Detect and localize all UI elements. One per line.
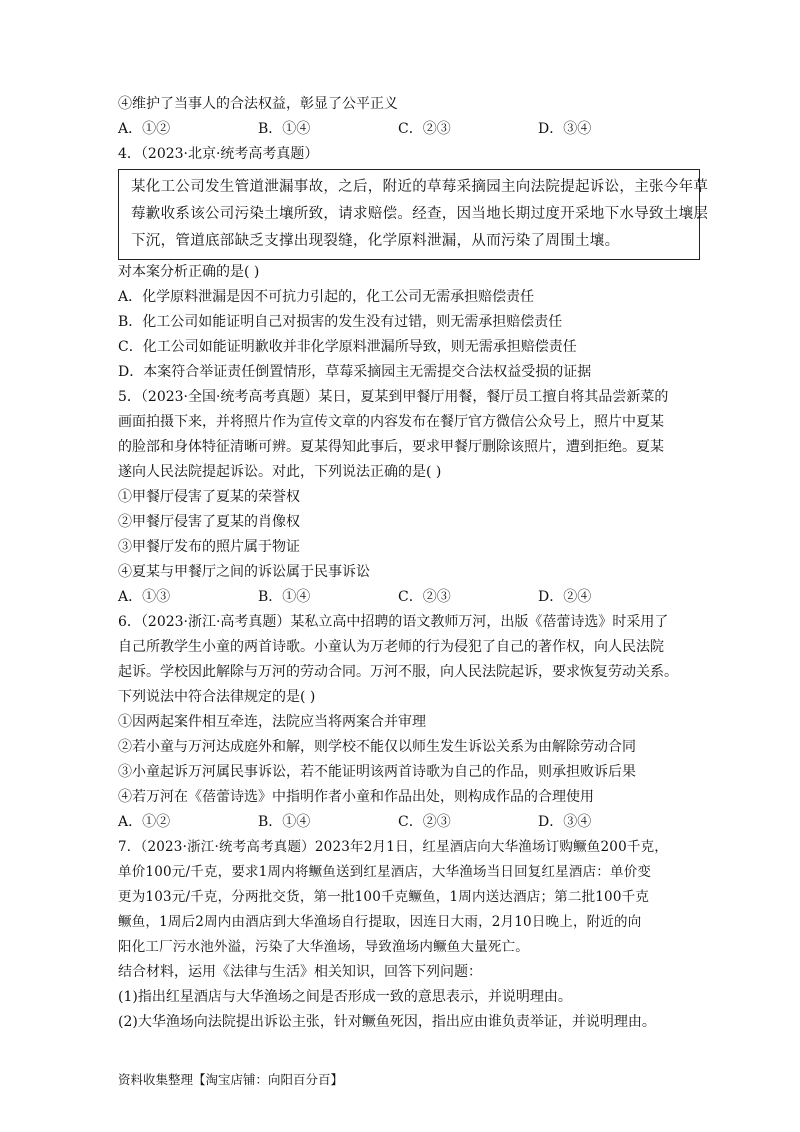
q6-text-line: 下列说法中符合法律规定的是( ) [118,689,316,705]
q4-header: 4．（2023·北京·统考高考真题） [118,146,319,162]
q5-statement-1: ①甲餐厅侵害了夏某的荣誉权 [118,489,300,505]
q5-text-line: 5．（2023·全国·统考高考真题）某日，夏某到甲餐厅用餐，餐厅员工擅自将其品尝新菜的 [118,389,669,405]
choice-a: A．①② [118,814,171,830]
choice-c: C．②③ [398,121,451,137]
q7-block [118,835,698,960]
q6-statement-1: ①因两起案件相互牵连，法院应当将两案合并审理 [118,714,426,730]
q4-material-line: 某化工公司发生管道泄漏事故，之后，附近的草莓采摘园主向法院提起诉讼，主张今年草 [131,179,709,195]
choice-c: C．②③ [398,589,451,605]
q7-subquestion-1: (1)指出红星酒店与大华渔场之间是否形成一致的意思表示，并说明理由。 [118,989,572,1005]
q7-text-line: 更为103元/千克，分两批交货，第一批100千克鳜鱼，1周内送达酒店；第二批100千克 [118,889,650,905]
choice-b: B．①④ [258,814,311,830]
q4-option-b: B．化工公司如能证明自己对损害的发生没有过错，则无需承担赔偿责任 [118,314,563,330]
q5-text-line: 的脸部和身体特征清晰可辨。夏某得知此事后，要求甲餐厅删除该照片，遭到拒绝。夏某 [118,439,664,455]
choice-b: B．①④ [258,589,311,605]
q4-option-d: D．本案符合举证责任倒置情形，草莓采摘园主无需提交合法权益受损的证据 [118,364,592,380]
q4-material-box [118,169,709,260]
choice-a: A．①③ [118,589,171,605]
prev-question-choices [118,117,698,142]
q4-stem: 对本案分析正确的是( ) [118,264,260,280]
q5-statement-3: ③甲餐厅发布的照片属于物证 [118,539,300,555]
q6-text-line: 起诉。学校因此解除与万河的劳动合同。万河不服，向人民法院起诉，要求恢复劳动关系。 [118,664,678,680]
document-page [118,92,709,1035]
q5-statement-2: ②甲餐厅侵害了夏某的肖像权 [118,514,300,530]
q4-option-c: C．化工公司如能证明歉收并非化学原料泄漏所导致，则无需承担赔偿责任 [118,339,577,355]
choice-d: D．③④ [538,121,592,137]
q6-text-line: 6．（2023·浙江·高考真题）某私立高中招聘的语文教师万河，出版《蓓蕾诗选》时采用了 [118,614,669,630]
q7-text-line: 单价100元/千克，要求1周内将鳜鱼送到红星酒店，大华渔场当日回复红星酒店：单价变 [118,864,652,880]
q7-text-line: 阳化工厂污水池外溢，污染了大华渔场，导致渔场内鳜鱼大量死亡。 [118,939,529,955]
q4-material-line: 下沉，管道底部缺乏支撑出现裂缝，化学原料泄漏，从而污染了周围土壤。 [131,233,620,249]
q5-statement-4: ④夏某与甲餐厅之间的诉讼属于民事诉讼 [118,564,370,580]
q6-choices [118,810,698,835]
choice-d: D．③④ [538,814,592,830]
prev-question-statement-4: ④维护了当事人的合法权益，彰显了公平正义 [118,96,398,112]
q6-statement-4: ④若万河在《蓓蕾诗选》中指明作者小童和作品出处，则构成作品的合理使用 [118,789,594,805]
q5-choices [118,585,698,610]
q6-statement-2: ②若小童与万河达成庭外和解，则学校不能仅以师生发生诉讼关系为由解除劳动合同 [118,739,636,755]
q4-material-line: 莓歉收系该公司污染土壤所致，请求赔偿。经查，因当地长期过度开采地下水导致土壤层 [131,206,709,222]
choice-b: B．①④ [258,121,311,137]
q6-text-line: 自己所教学生小童的两首诗歌。小童认为万老师的行为侵犯了自己的著作权，向人民法院 [118,639,664,655]
q5-text-line: 遂向人民法院提起诉讼。对此，下列说法正确的是( ) [118,464,442,480]
choice-d: D．②④ [538,589,592,605]
q7-text-line: 鳜鱼，1周后2周内由酒店到大华渔场自行提取，因连日大雨，2月10日晚上，附近的向 [118,914,642,930]
choice-c: C．②③ [398,814,451,830]
q5-text-line: 画面拍摄下来，并将照片作为宣传文章的内容发布在餐厅官方微信公众号上，照片中夏某 [118,414,664,430]
q6-statement-3: ③小童起诉万河属民事诉讼，若不能证明该两首诗歌为自己的作品，则承担败诉后果 [118,764,636,780]
q7-subquestion-2: (2)大华渔场向法院提出诉讼主张，针对鳜鱼死因，指出应由谁负责举证，并说明理由。 [118,1014,656,1030]
q7-text-line: 7．（2023·浙江·统考高考真题）2023年2月1日，红星酒店向大华渔场订购鳜鱼200千克， [118,839,668,855]
q7-prompt: 结合材料，运用《法律与生活》相关知识，回答下列问题： [118,964,482,980]
q4-option-a: A．化学原料泄漏是因不可抗力引起的，化工公司无需承担赔偿责任 [118,289,535,305]
choice-a: A．①② [118,121,171,137]
page-footer: 资料收集整理【淘宝店铺：向阳百分百】 [118,1072,344,1087]
